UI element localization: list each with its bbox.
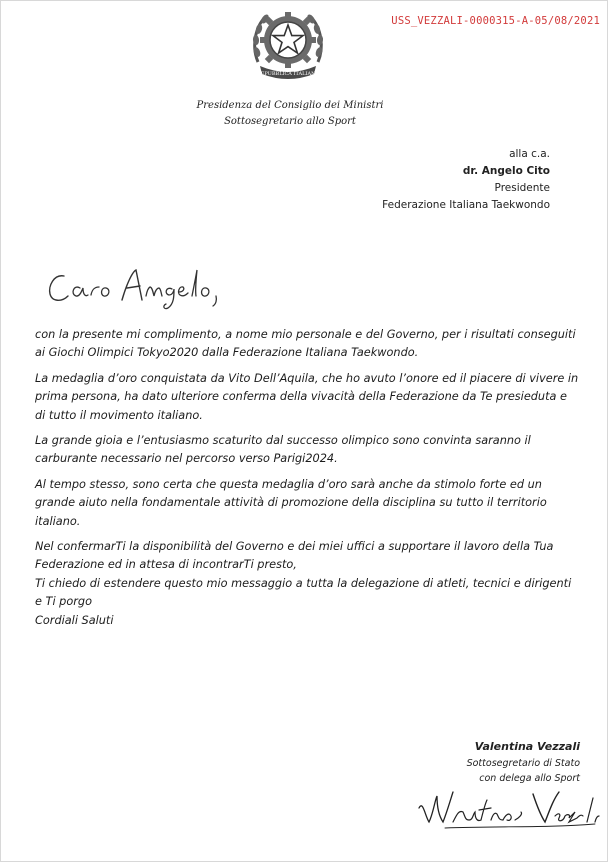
republic-emblem-icon <box>250 4 326 82</box>
closing-line-regards: Cordiali Saluti <box>35 613 114 627</box>
office-line-presidency: Presidenza del Consiglio dei Ministri <box>196 100 384 111</box>
office-line-undersecretary: Sottosegretario allo Sport <box>224 116 356 127</box>
paragraph-promotion: Al tempo stesso, sono certa che questa medaglia d’oro sarà anche da stimolo forte ed un grande aiuto nella fondamentale attività di promozione della disciplina su tutto il territorio italiano. <box>35 477 547 528</box>
emblem-ribbon-text: REPUBBLICA ITALIANA <box>256 71 320 77</box>
signer-block <box>467 738 580 786</box>
letter-body <box>35 326 580 630</box>
handwritten-salutation <box>46 262 256 312</box>
paragraph-congratulations: con la presente mi complimento, a nome mio personale e del Governo, per i risultati conseguiti ai Giochi Olimpici Tokyo2020 dalla Federazione Italiana Taekwondo. <box>35 328 576 360</box>
closing-line-message: Ti chiedo di estendere questo mio messaggio a tutta la delegazione di atleti, tecnici e dirigenti e Ti porgo <box>35 576 572 609</box>
signer-role: Sottosegretario di Stato <box>466 758 580 769</box>
recipient-block <box>382 146 550 214</box>
paragraph-paris2024: La grande gioia e l’entusiasmo scaturito dal successo olimpico sono convinta saranno il carburante necessario nel percorso verso Parigi2024. <box>35 434 531 466</box>
recipient-title: Presidente <box>494 182 550 194</box>
paragraph-gold-medal: La medaglia d’oro conquistata da Vito Dell’Aquila, che ho avuto l’onore ed il piacere di vivere in prima persona, ha dato ulteriore conferma della vivacità della Federazione da Te presieduta e di tutto il movimento italiano. <box>35 371 579 422</box>
signer-name: Valentina Vezzali <box>474 740 580 753</box>
signer-delegation: con delega allo Sport <box>479 773 580 784</box>
closing-line-confirm: Nel confermarTi la disponibilità del Governo e dei miei uffici a supportare il lavoro della Tua Federazione ed in attesa di incontrarTi presto, <box>35 540 554 572</box>
paragraph-closing <box>35 538 580 630</box>
handwritten-signature <box>415 786 605 834</box>
recipient-organization: Federazione Italiana Taekwondo <box>382 199 550 211</box>
recipient-name: dr. Angelo Cito <box>462 165 550 177</box>
office-header <box>190 98 390 130</box>
protocol-number: USS_VEZZALI-0000315-A-05/08/2021 <box>391 15 600 27</box>
recipient-attention: alla c.a. <box>509 148 550 160</box>
